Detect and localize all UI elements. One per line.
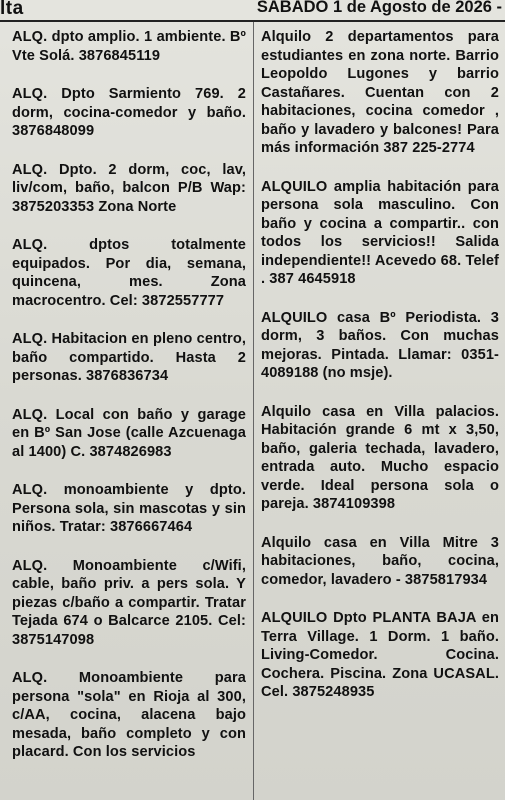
ad-text: Alquilo 2 departamentos para estudiantes en zona norte. Barrio Leopoldo Lugones y barrio Castañares. Cuentan con 2 habitaciones, cocina comedor , baño y lavadero y balcones! Para más información 387 225-2774 <box>261 29 499 156</box>
classified-ad <box>261 534 499 590</box>
classified-ad <box>12 28 246 65</box>
ad-text: ALQUILO Dpto PLANTA BAJA en Terra Village. 1 Dorm. 1 baño. Living-Comedor. Cocina. Cochera. Piscina. Zona UCASAL. Cel. 3875248935 <box>261 610 499 700</box>
classified-ad <box>261 403 499 514</box>
issue-date: SABADO 1 de Agosto de 2026 - <box>256 0 502 16</box>
classified-ad <box>12 669 246 762</box>
ad-text: ALQ. Local con baño y garage en Bº San Jose (calle Azcuenaga al 1400) C. 3874826983 <box>12 406 246 460</box>
classified-ad <box>12 557 246 650</box>
classified-ad <box>261 609 499 702</box>
classified-ad <box>12 161 246 217</box>
classified-ad <box>12 85 246 141</box>
ad-text: Alquilo casa en Villa Mitre 3 habitaciones, baño, cocina, comedor, lavadero - 3875817934 <box>261 534 499 588</box>
section-title-fragment: lta <box>0 0 24 19</box>
ad-text: Alquilo casa en Villa palacios. Habitación grande 6 mt x 3,50, baño, galeria techada, lavadero, entrada auto. Mucho espacio verde. Ideal persona sola o pareja. 3874109398 <box>261 403 499 512</box>
column-divider <box>253 22 254 800</box>
classified-ad <box>261 178 499 289</box>
classified-ad <box>261 28 499 158</box>
ad-text: ALQ. dptos totalmente equipados. Por dia, semana, quincena, mes. Zona macrocentro. Cel: 3872557777 <box>12 237 246 309</box>
classified-ad <box>261 309 499 383</box>
left-column <box>12 28 246 800</box>
ad-text: ALQ. Dpto Sarmiento 769. 2 dorm, cocina-comedor y baño. 3876848099 <box>12 86 246 139</box>
ad-text: ALQ. Habitacion en pleno centro, baño compartido. Hasta 2 personas. 3876836734 <box>12 331 246 384</box>
ad-text: ALQ. Monoambiente c/Wifi, cable, baño priv. a pers sola. Y piezas c/baño a compartir. Tratar Tejada 674 o Balcarce 2105. Cel: 3875147098 <box>12 557 246 648</box>
right-column <box>261 28 499 800</box>
classified-ad <box>12 481 246 537</box>
ad-text: ALQ. monoambiente y dpto. Persona sola, sin mascotas y sin niños. Tratar: 3876667464 <box>12 482 246 535</box>
classified-ad <box>12 330 246 386</box>
ad-text: ALQUILO casa Bº Periodista. 3 dorm, 3 baños. Con muchas mejoras. Pintada. Llamar: 0351-4089188 (no msje). <box>261 309 499 381</box>
ad-text: ALQ. Monoambiente para persona "sola" en Rioja al 300, c/AA, cocina, alacena bajo mesada, baño completo y con placard. Con los servicios <box>12 670 246 760</box>
ad-text: ALQUILO amplia habitación para persona sola masculino. Con baño y cocina a compartir.. con todos los servicios!! Salida independiente!! Acevedo 68. Telef . 387 4645918 <box>261 178 499 287</box>
classified-ad <box>12 406 246 462</box>
classified-ad <box>12 236 246 310</box>
ad-text: ALQ. Dpto. 2 dorm, coc, lav, liv/com, baño, balcon P/B Wap: 3875203353 Zona Norte <box>12 161 246 215</box>
ad-text: ALQ. dpto amplio. 1 ambiente. Bº Vte Solá. 3876845119 <box>12 29 246 64</box>
